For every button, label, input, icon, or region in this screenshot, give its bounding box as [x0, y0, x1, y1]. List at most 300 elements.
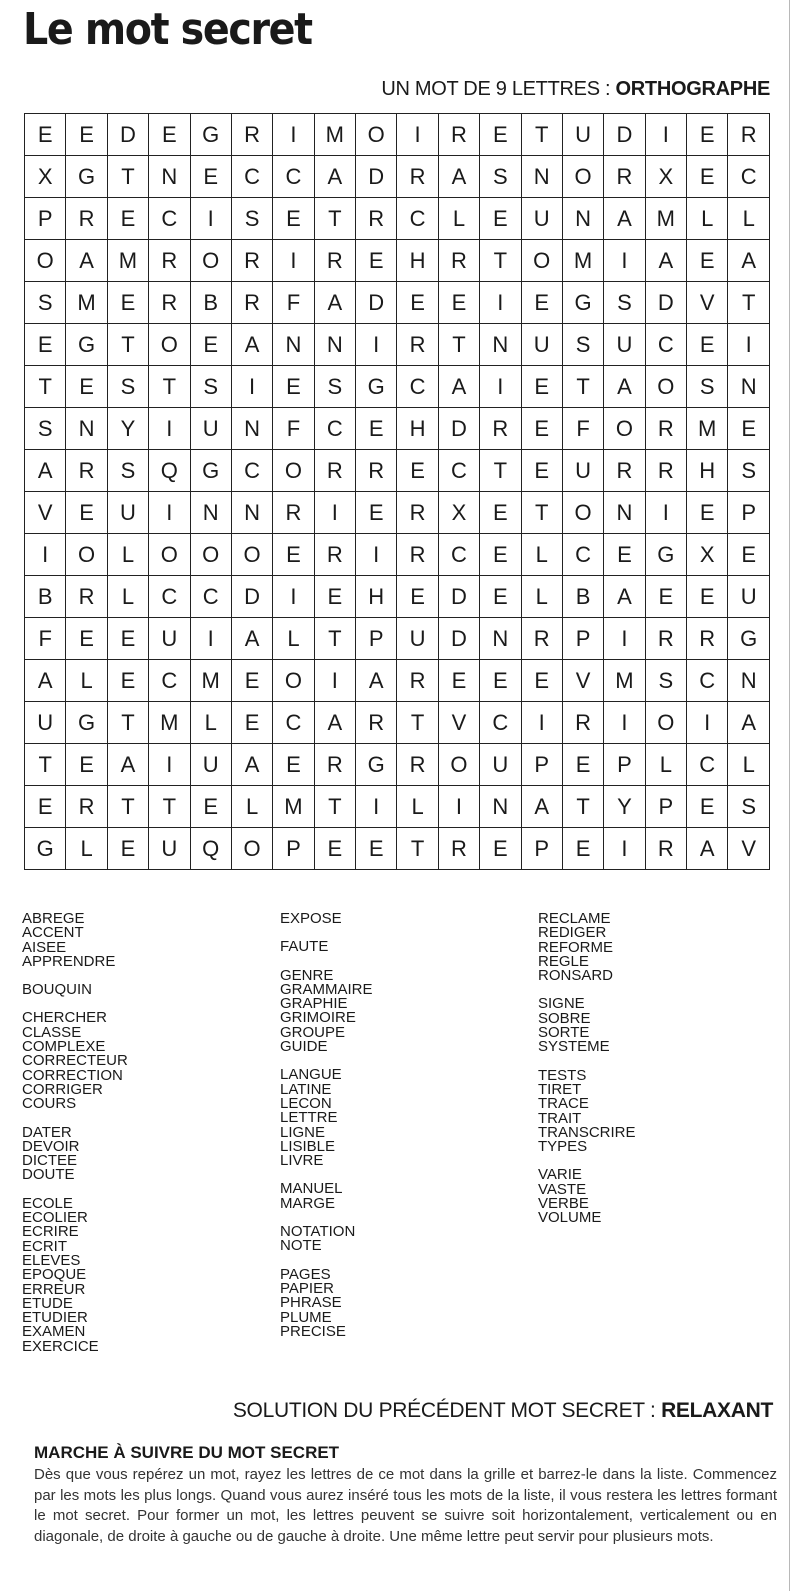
grid-cell[interactable]: E	[356, 240, 397, 282]
grid-cell[interactable]: I	[190, 618, 231, 660]
grid-cell[interactable]: E	[521, 408, 562, 450]
grid-cell[interactable]: S	[687, 366, 728, 408]
grid-cell[interactable]: N	[604, 492, 645, 534]
grid-cell[interactable]: X	[687, 534, 728, 576]
grid-cell[interactable]: I	[687, 702, 728, 744]
word-list-item[interactable]: GRAPHIE	[280, 995, 348, 1013]
grid-cell[interactable]: B	[562, 576, 603, 618]
grid-cell[interactable]: N	[480, 324, 521, 366]
word-list-item[interactable]: LIGNE	[280, 1123, 326, 1141]
grid-cell[interactable]: R	[397, 534, 438, 576]
grid-cell[interactable]: N	[521, 156, 562, 198]
grid-cell[interactable]: A	[604, 576, 645, 618]
grid-cell[interactable]: O	[438, 744, 479, 786]
grid-cell[interactable]: R	[231, 240, 272, 282]
grid-cell[interactable]: S	[107, 366, 148, 408]
grid-cell[interactable]: E	[562, 744, 603, 786]
grid-cell[interactable]: R	[356, 702, 397, 744]
grid-cell[interactable]: L	[273, 618, 314, 660]
grid-cell[interactable]: O	[25, 240, 66, 282]
grid-cell[interactable]: P	[521, 828, 562, 870]
grid-cell[interactable]: I	[480, 282, 521, 324]
grid-cell[interactable]: L	[728, 198, 770, 240]
word-list-item[interactable]: CORRECTEUR	[22, 1052, 128, 1070]
grid-cell[interactable]: E	[438, 282, 479, 324]
word-list-item[interactable]: GROUPE	[280, 1023, 346, 1041]
word-list-item[interactable]: LANGUE	[280, 1066, 342, 1084]
grid-cell[interactable]: E	[480, 534, 521, 576]
grid-cell[interactable]: E	[687, 324, 728, 366]
grid-cell[interactable]: I	[645, 492, 686, 534]
grid-cell[interactable]: E	[356, 408, 397, 450]
grid-cell[interactable]: C	[645, 324, 686, 366]
grid-cell[interactable]: P	[645, 786, 686, 828]
word-list-item[interactable]: TRACE	[538, 1095, 589, 1113]
grid-cell[interactable]: L	[107, 576, 148, 618]
word-list-item[interactable]: TIRET	[538, 1080, 582, 1098]
grid-cell[interactable]: C	[397, 198, 438, 240]
grid-cell[interactable]: C	[480, 702, 521, 744]
grid-cell[interactable]: R	[273, 492, 314, 534]
word-list-item[interactable]: ECRIRE	[22, 1223, 79, 1241]
word-list-item[interactable]: ABREGE	[22, 910, 85, 927]
grid-cell[interactable]: R	[356, 450, 397, 492]
word-list-item[interactable]: RONSARD	[538, 967, 614, 985]
grid-cell[interactable]: L	[107, 534, 148, 576]
grid-cell[interactable]: N	[728, 660, 770, 702]
grid-cell[interactable]: E	[190, 156, 231, 198]
grid-cell[interactable]: O	[562, 492, 603, 534]
grid-cell[interactable]: R	[314, 534, 355, 576]
grid-cell[interactable]: M	[604, 660, 645, 702]
word-list-item[interactable]: VOLUME	[538, 1209, 602, 1227]
grid-cell[interactable]: P	[521, 744, 562, 786]
grid-cell[interactable]: M	[645, 198, 686, 240]
grid-cell[interactable]: T	[107, 786, 148, 828]
grid-cell[interactable]: R	[314, 450, 355, 492]
grid-cell[interactable]: E	[687, 240, 728, 282]
grid-cell[interactable]: G	[562, 282, 603, 324]
word-list-item[interactable]: PRECISE	[280, 1322, 346, 1340]
grid-cell[interactable]: R	[397, 744, 438, 786]
grid-cell[interactable]: E	[66, 366, 107, 408]
grid-cell[interactable]: E	[25, 114, 66, 156]
grid-cell[interactable]: R	[604, 450, 645, 492]
grid-cell[interactable]: T	[314, 618, 355, 660]
grid-cell[interactable]: E	[521, 282, 562, 324]
grid-cell[interactable]: P	[356, 618, 397, 660]
grid-cell[interactable]: N	[231, 492, 272, 534]
grid-cell[interactable]: T	[521, 114, 562, 156]
word-list-item[interactable]: SYSTEME	[538, 1038, 610, 1056]
grid-cell[interactable]: P	[728, 492, 770, 534]
grid-cell[interactable]: G	[190, 114, 231, 156]
grid-cell[interactable]: Q	[190, 828, 231, 870]
word-list-item[interactable]: ECRIT	[22, 1237, 67, 1255]
grid-cell[interactable]: S	[25, 408, 66, 450]
grid-cell[interactable]: E	[314, 576, 355, 618]
grid-cell[interactable]: C	[687, 660, 728, 702]
word-list-item[interactable]: APPRENDRE	[22, 952, 116, 970]
grid-cell[interactable]: T	[480, 450, 521, 492]
grid-cell[interactable]: A	[687, 828, 728, 870]
grid-cell[interactable]: G	[645, 534, 686, 576]
grid-cell[interactable]: T	[107, 156, 148, 198]
grid-cell[interactable]: L	[66, 660, 107, 702]
grid-cell[interactable]: R	[438, 828, 479, 870]
grid-cell[interactable]: R	[397, 492, 438, 534]
grid-cell[interactable]: T	[149, 366, 190, 408]
grid-cell[interactable]: F	[562, 408, 603, 450]
grid-cell[interactable]: E	[273, 198, 314, 240]
grid-cell[interactable]: R	[562, 702, 603, 744]
grid-cell[interactable]: T	[728, 282, 770, 324]
grid-cell[interactable]: U	[25, 702, 66, 744]
grid-cell[interactable]: C	[273, 702, 314, 744]
word-list-item[interactable]: LISIBLE	[280, 1137, 336, 1155]
word-list-item[interactable]: ETUDE	[22, 1294, 73, 1312]
grid-cell[interactable]: U	[521, 324, 562, 366]
grid-cell[interactable]: E	[687, 576, 728, 618]
grid-cell[interactable]: T	[562, 366, 603, 408]
grid-cell[interactable]: E	[645, 576, 686, 618]
grid-cell[interactable]: A	[107, 744, 148, 786]
grid-cell[interactable]: R	[480, 408, 521, 450]
word-list-item[interactable]: REFORME	[538, 938, 613, 956]
grid-cell[interactable]: O	[190, 534, 231, 576]
grid-cell[interactable]: C	[687, 744, 728, 786]
word-list-item[interactable]: NOTE	[280, 1237, 322, 1255]
grid-cell[interactable]: G	[190, 450, 231, 492]
word-list-item[interactable]: CORRECTION	[22, 1066, 123, 1084]
grid-cell[interactable]: S	[480, 156, 521, 198]
grid-cell[interactable]: R	[397, 660, 438, 702]
grid-cell[interactable]: T	[562, 786, 603, 828]
grid-cell[interactable]: A	[314, 156, 355, 198]
grid-cell[interactable]: O	[645, 366, 686, 408]
grid-cell[interactable]: C	[149, 660, 190, 702]
grid-cell[interactable]: T	[314, 786, 355, 828]
grid-cell[interactable]: E	[25, 786, 66, 828]
grid-cell[interactable]: T	[438, 324, 479, 366]
word-list-item[interactable]: EPOQUE	[22, 1266, 87, 1284]
grid-cell[interactable]: V	[25, 492, 66, 534]
grid-cell[interactable]: A	[231, 324, 272, 366]
grid-cell[interactable]: I	[645, 114, 686, 156]
grid-cell[interactable]: C	[728, 156, 770, 198]
word-list-item[interactable]: RECLAME	[538, 910, 611, 927]
grid-cell[interactable]: G	[66, 156, 107, 198]
grid-cell[interactable]: I	[149, 408, 190, 450]
grid-cell[interactable]: I	[604, 828, 645, 870]
grid-cell[interactable]: S	[645, 660, 686, 702]
word-list-item[interactable]: SOBRE	[538, 1009, 591, 1027]
grid-cell[interactable]: I	[397, 114, 438, 156]
grid-cell[interactable]: R	[66, 450, 107, 492]
grid-cell[interactable]: E	[231, 660, 272, 702]
grid-cell[interactable]: G	[728, 618, 770, 660]
grid-cell[interactable]: I	[190, 198, 231, 240]
grid-cell[interactable]: T	[314, 198, 355, 240]
word-list-item[interactable]: VERBE	[538, 1195, 589, 1213]
grid-cell[interactable]: E	[687, 156, 728, 198]
grid-cell[interactable]: A	[66, 240, 107, 282]
word-list-item[interactable]: LETTRE	[280, 1109, 338, 1127]
word-list-item[interactable]: ECOLE	[22, 1194, 73, 1212]
grid-cell[interactable]: G	[66, 702, 107, 744]
word-list-item[interactable]: DEVOIR	[22, 1137, 80, 1155]
word-list-item[interactable]: TYPES	[538, 1138, 588, 1156]
grid-cell[interactable]: M	[687, 408, 728, 450]
grid-cell[interactable]: I	[273, 114, 314, 156]
word-list-item[interactable]: PAGES	[280, 1265, 331, 1283]
grid-cell[interactable]: U	[604, 324, 645, 366]
grid-cell[interactable]: E	[397, 282, 438, 324]
word-list-item[interactable]: DOUTE	[22, 1166, 75, 1184]
word-list-item[interactable]: EXAMEN	[22, 1323, 86, 1341]
grid-cell[interactable]: T	[397, 828, 438, 870]
grid-cell[interactable]: L	[645, 744, 686, 786]
grid-cell[interactable]: E	[273, 534, 314, 576]
grid-cell[interactable]: F	[273, 282, 314, 324]
grid-cell[interactable]: S	[728, 450, 770, 492]
word-list-item[interactable]: SORTE	[538, 1024, 590, 1042]
word-list-item[interactable]: FAUTE	[280, 938, 329, 956]
grid-cell[interactable]: O	[231, 828, 272, 870]
grid-cell[interactable]: R	[645, 450, 686, 492]
grid-cell[interactable]: C	[314, 408, 355, 450]
grid-cell[interactable]: C	[149, 198, 190, 240]
grid-cell[interactable]: E	[480, 198, 521, 240]
word-list-item[interactable]: DATER	[22, 1123, 72, 1141]
word-list-item[interactable]: COURS	[22, 1095, 77, 1113]
grid-cell[interactable]: I	[356, 534, 397, 576]
grid-cell[interactable]: V	[438, 702, 479, 744]
grid-cell[interactable]: M	[66, 282, 107, 324]
grid-cell[interactable]: B	[25, 576, 66, 618]
grid-cell[interactable]: L	[521, 534, 562, 576]
grid-cell[interactable]: I	[231, 366, 272, 408]
grid-cell[interactable]: O	[273, 660, 314, 702]
grid-cell[interactable]: O	[645, 702, 686, 744]
grid-cell[interactable]: F	[25, 618, 66, 660]
grid-cell[interactable]: I	[314, 660, 355, 702]
grid-cell[interactable]: A	[438, 156, 479, 198]
grid-cell[interactable]: N	[314, 324, 355, 366]
grid-cell[interactable]: T	[397, 702, 438, 744]
grid-cell[interactable]: C	[231, 156, 272, 198]
grid-cell[interactable]: R	[66, 198, 107, 240]
grid-cell[interactable]: C	[562, 534, 603, 576]
grid-cell[interactable]: R	[521, 618, 562, 660]
grid-cell[interactable]: R	[728, 114, 770, 156]
word-list-item[interactable]: LATINE	[280, 1080, 332, 1098]
grid-cell[interactable]: N	[562, 198, 603, 240]
grid-cell[interactable]: R	[604, 156, 645, 198]
grid-cell[interactable]: E	[190, 786, 231, 828]
grid-cell[interactable]: L	[231, 786, 272, 828]
grid-cell[interactable]: S	[728, 786, 770, 828]
grid-cell[interactable]: D	[231, 576, 272, 618]
grid-cell[interactable]: N	[273, 324, 314, 366]
grid-cell[interactable]: P	[273, 828, 314, 870]
grid-cell[interactable]: I	[438, 786, 479, 828]
grid-cell[interactable]: A	[438, 366, 479, 408]
grid-cell[interactable]: U	[149, 828, 190, 870]
grid-cell[interactable]: E	[687, 492, 728, 534]
grid-cell[interactable]: I	[480, 366, 521, 408]
grid-cell[interactable]: E	[66, 492, 107, 534]
grid-cell[interactable]: S	[107, 450, 148, 492]
grid-cell[interactable]: O	[562, 156, 603, 198]
grid-cell[interactable]: E	[562, 828, 603, 870]
grid-cell[interactable]: N	[149, 156, 190, 198]
grid-cell[interactable]: C	[273, 156, 314, 198]
grid-cell[interactable]: T	[107, 324, 148, 366]
word-list-item[interactable]: BOUQUIN	[22, 981, 93, 999]
word-list-item[interactable]: REGLE	[538, 952, 589, 970]
grid-cell[interactable]: E	[107, 660, 148, 702]
grid-cell[interactable]: E	[107, 282, 148, 324]
grid-cell[interactable]: Y	[604, 786, 645, 828]
grid-cell[interactable]: S	[604, 282, 645, 324]
grid-cell[interactable]: Y	[107, 408, 148, 450]
grid-cell[interactable]: N	[231, 408, 272, 450]
grid-cell[interactable]: P	[604, 744, 645, 786]
grid-cell[interactable]: D	[438, 618, 479, 660]
grid-cell[interactable]: U	[149, 618, 190, 660]
grid-cell[interactable]: O	[273, 450, 314, 492]
grid-cell[interactable]: L	[521, 576, 562, 618]
grid-cell[interactable]: G	[356, 744, 397, 786]
word-list-item[interactable]: AISEE	[22, 938, 67, 956]
grid-cell[interactable]: E	[438, 660, 479, 702]
grid-cell[interactable]: T	[107, 702, 148, 744]
grid-cell[interactable]: P	[25, 198, 66, 240]
grid-cell[interactable]: E	[356, 492, 397, 534]
grid-cell[interactable]: G	[66, 324, 107, 366]
grid-cell[interactable]: N	[480, 786, 521, 828]
word-list-item[interactable]: LECON	[280, 1094, 332, 1112]
grid-cell[interactable]: E	[480, 492, 521, 534]
grid-cell[interactable]: E	[521, 660, 562, 702]
grid-cell[interactable]: E	[480, 828, 521, 870]
grid-cell[interactable]: O	[66, 534, 107, 576]
grid-cell[interactable]: E	[231, 702, 272, 744]
grid-cell[interactable]: R	[645, 828, 686, 870]
grid-cell[interactable]: G	[25, 828, 66, 870]
grid-cell[interactable]: U	[728, 576, 770, 618]
grid-cell[interactable]: R	[397, 156, 438, 198]
grid-cell[interactable]: P	[562, 618, 603, 660]
word-list-item[interactable]: VARIE	[538, 1166, 582, 1184]
grid-cell[interactable]: R	[231, 114, 272, 156]
grid-cell[interactable]: R	[356, 198, 397, 240]
grid-cell[interactable]: R	[314, 744, 355, 786]
word-list-item[interactable]: GRAMMAIRE	[280, 980, 373, 998]
grid-cell[interactable]: R	[645, 618, 686, 660]
grid-cell[interactable]: D	[438, 576, 479, 618]
grid-cell[interactable]: U	[190, 744, 231, 786]
grid-cell[interactable]: I	[356, 324, 397, 366]
grid-cell[interactable]: T	[25, 366, 66, 408]
grid-cell[interactable]: R	[149, 282, 190, 324]
grid-cell[interactable]: V	[728, 828, 770, 870]
grid-cell[interactable]: D	[107, 114, 148, 156]
word-list-item[interactable]: GENRE	[280, 966, 334, 984]
grid-cell[interactable]: G	[356, 366, 397, 408]
grid-cell[interactable]: U	[521, 198, 562, 240]
grid-cell[interactable]: I	[604, 702, 645, 744]
grid-cell[interactable]: L	[687, 198, 728, 240]
word-list-item[interactable]: TESTS	[538, 1066, 587, 1084]
grid-cell[interactable]: S	[314, 366, 355, 408]
grid-cell[interactable]: E	[728, 408, 770, 450]
grid-cell[interactable]: O	[149, 324, 190, 366]
grid-cell[interactable]: L	[190, 702, 231, 744]
grid-cell[interactable]: N	[480, 618, 521, 660]
grid-cell[interactable]: E	[66, 744, 107, 786]
grid-cell[interactable]: U	[562, 114, 603, 156]
grid-cell[interactable]: I	[604, 240, 645, 282]
word-list-item[interactable]: EXERCICE	[22, 1337, 99, 1355]
grid-cell[interactable]: D	[356, 282, 397, 324]
grid-cell[interactable]: O	[604, 408, 645, 450]
word-list-item[interactable]: EXPOSE	[280, 910, 342, 927]
grid-cell[interactable]: I	[273, 240, 314, 282]
grid-cell[interactable]: R	[438, 114, 479, 156]
grid-cell[interactable]: I	[604, 618, 645, 660]
grid-cell[interactable]: E	[314, 828, 355, 870]
grid-cell[interactable]: A	[521, 786, 562, 828]
word-list-item[interactable]: MARGE	[280, 1194, 336, 1212]
grid-cell[interactable]: D	[645, 282, 686, 324]
grid-cell[interactable]: V	[687, 282, 728, 324]
grid-cell[interactable]: A	[728, 240, 770, 282]
grid-cell[interactable]: D	[438, 408, 479, 450]
grid-cell[interactable]: D	[604, 114, 645, 156]
grid-cell[interactable]: A	[356, 660, 397, 702]
grid-cell[interactable]: X	[645, 156, 686, 198]
grid-cell[interactable]: N	[728, 366, 770, 408]
grid-cell[interactable]: A	[314, 702, 355, 744]
grid-cell[interactable]: E	[149, 114, 190, 156]
grid-cell[interactable]: A	[231, 618, 272, 660]
grid-cell[interactable]: C	[438, 534, 479, 576]
grid-cell[interactable]: E	[107, 618, 148, 660]
word-list-item[interactable]: PAPIER	[280, 1279, 334, 1297]
grid-cell[interactable]: O	[231, 534, 272, 576]
grid-cell[interactable]: I	[149, 744, 190, 786]
grid-cell[interactable]: X	[25, 156, 66, 198]
grid-cell[interactable]: L	[438, 198, 479, 240]
grid-cell[interactable]: E	[107, 828, 148, 870]
grid-cell[interactable]: H	[687, 450, 728, 492]
grid-cell[interactable]: E	[687, 114, 728, 156]
grid-cell[interactable]: M	[562, 240, 603, 282]
grid-cell[interactable]: T	[480, 240, 521, 282]
grid-cell[interactable]: I	[314, 492, 355, 534]
word-list-item[interactable]: MANUEL	[280, 1180, 343, 1198]
grid-cell[interactable]: U	[190, 408, 231, 450]
grid-cell[interactable]: V	[562, 660, 603, 702]
word-list-item[interactable]: NOTATION	[280, 1223, 356, 1241]
grid-cell[interactable]: E	[190, 324, 231, 366]
grid-cell[interactable]: N	[190, 492, 231, 534]
grid-cell[interactable]: C	[231, 450, 272, 492]
grid-cell[interactable]: L	[66, 828, 107, 870]
word-list-item[interactable]: ECOLIER	[22, 1209, 88, 1227]
